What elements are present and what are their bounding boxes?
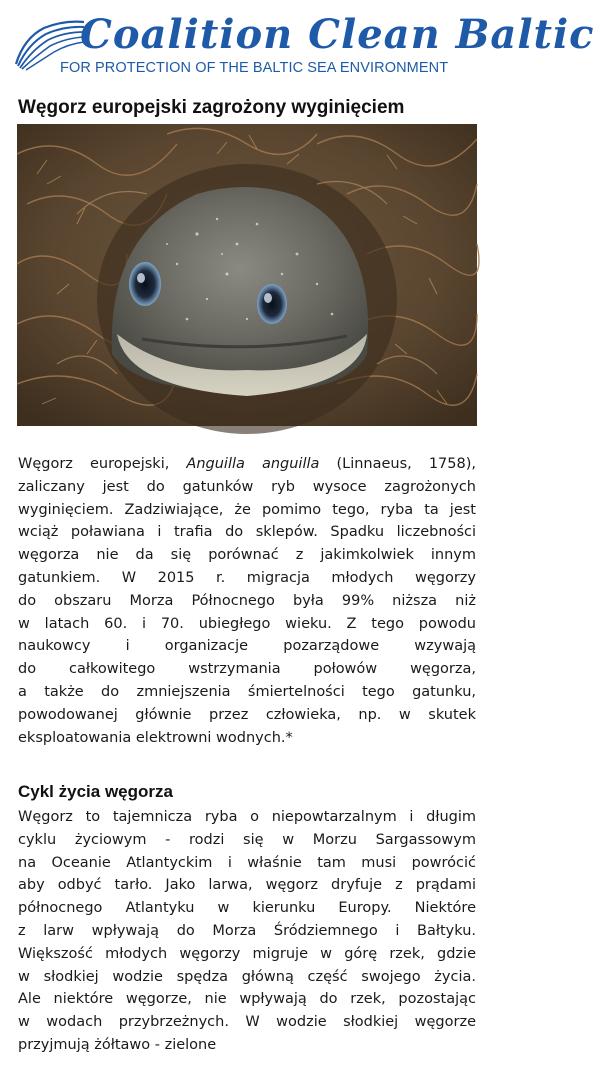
text-line: eksploatowania elektrowni wodnych.* — [18, 729, 293, 746]
text-line — [18, 453, 476, 476]
intro-paragraph — [18, 453, 476, 749]
text-line: w słodkiej wodzie spędza główną część swojego życia. — [18, 968, 476, 985]
text-line: aby odbyć tarło. Jako larwa, węgorz dryfuje z prądami — [18, 877, 476, 894]
text-line: zaliczany jest do gatunków ryb wysoce zagrożonych — [18, 478, 476, 495]
text-line: w wodach przybrzeżnych. W wodzie słodkiej węgorze — [18, 1014, 476, 1031]
text-span: Węgorz europejski, — [18, 456, 187, 472]
text-line: wciąż poławiana i trafia do sklepów. Spadku liczebności — [18, 524, 476, 541]
text-line: do całkowitego wstrzymania połowów węgorza, — [18, 661, 476, 678]
text-line: cyklu życiowym - rodzi się w Morzu Sargassowym — [18, 831, 476, 848]
text-line: powodowanej głównie przez człowieka, np. w skutek — [18, 706, 476, 723]
text-line: gatunkiem. W 2015 r. migracja młodych węgorzy — [18, 569, 476, 586]
species-name: Anguilla anguilla — [186, 456, 320, 472]
text-line: północnego Atlantyku w kierunku Europy. Niektóre — [18, 900, 476, 917]
text-line: Większość młodych węgorzy migruje w górę rzek, gdzie — [18, 945, 476, 962]
text-line: w latach 60. i 70. ubiegłego wieku. Z tego powodu — [18, 615, 476, 632]
text-line: węgorza nie da się porównać z jakimkolwiek innym — [18, 547, 476, 564]
logo-subtitle: FOR PROTECTION OF THE BALTIC SEA ENVIRONMENT — [60, 60, 449, 76]
text-line: na Oceanie Atlantyckim i właśnie tam musi powrócić — [18, 854, 476, 871]
text-line: Węgorz to tajemnicza ryba o niepowtarzalnym i długim — [18, 809, 476, 825]
section-title: Cykl życia węgorza — [18, 782, 173, 801]
text-line: do obszaru Morza Północnego była 99% niższa niż — [18, 592, 476, 609]
text-line: wyginięciem. Zadziwiające, że pomimo tego, ryba ta jest — [18, 501, 476, 518]
eel-photo-image — [17, 124, 477, 426]
text-line: z larw wpływają do Morza Śródziemnego i Bałtyku. — [18, 922, 476, 939]
text-span: (Linnaeus, 1758), — [319, 456, 476, 472]
text-line: naukowcy i organizacje pozarządowe wzywają — [18, 638, 476, 655]
coalition-clean-baltic-logo — [14, 8, 595, 82]
lifecycle-paragraph — [18, 806, 476, 1057]
text-line: Ale niektóre węgorze, nie wpływają do rzek, pozostając — [18, 991, 476, 1008]
article-headline: Węgorz europejski zagrożony wyginięciem — [18, 97, 405, 118]
text-line: przyjmują żółtawo - zielone — [18, 1036, 217, 1053]
eel-photo — [17, 124, 477, 426]
logo-title: Coalition Clean Baltic — [80, 11, 595, 58]
text-line: a także do zmniejszenia śmiertelności tego gatunku, — [18, 683, 476, 700]
